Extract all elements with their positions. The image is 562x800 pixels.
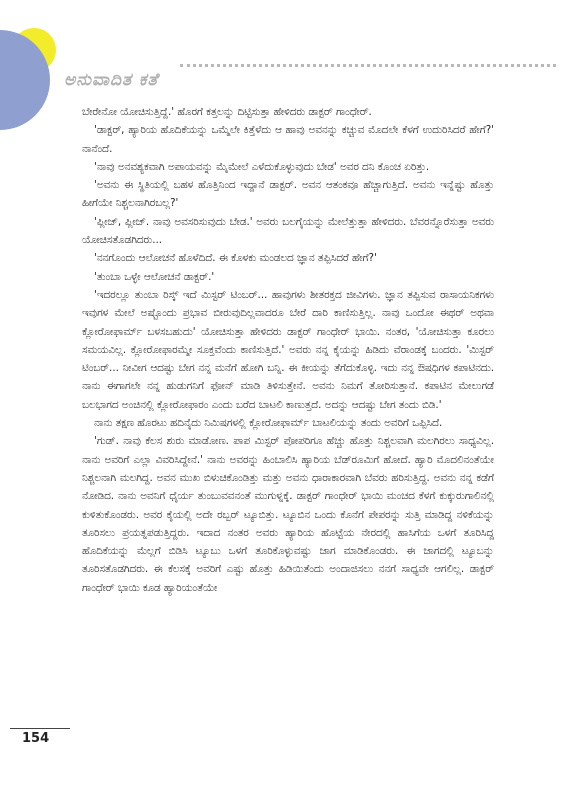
paragraph: 'ಗುಡ್. ನಾವು ಕೆಲಸ ಶುರು ಮಾಡೋಣ. ಪಾಪ ಮಿಸ್ಟರ್ ಪೋಪರಿಗೂ ಹೆಚ್ಚು ಹೊತ್ತು ನಿಶ್ಚಲವಾಗಿ ಮಲಗಿರಲು ಸಾಧ್ಯವಿಲ್ಲ. ನಾನು ಅವರಿಗೆ ಎಲ್ಲಾ ವಿವರಿಸಿದ್ದೇನೆ.' ನಾನು ಅವರನ್ನು ಹಿಂಬಾಲಿಸಿ ಹ್ಯಾರಿಯ ಬೆಡ್‌ರೂಮಿಗೆ ಹೋದೆ. ಹ್ಯಾರಿ ಮೊದಲಿನಂತೆಯೇ ನಿಶ್ಚಲನಾಗಿ ಮಲಗಿದ್ದ. ಅವನ ಮುಖ ಬಿಳುಚಿಕೊಂಡಿತ್ತು ಮತ್ತು ಅವನು ಧಾರಾಕಾರವಾಗಿ ಬೆವರು ಹರಿಸುತ್ತಿದ್ದ. ಅವನು ನನ್ನ ಕಡೆಗೆ ನೋಡಿದ. ನಾನು ಅವನಿಗೆ ಧೈರ್ಯ ತುಂಬುವವನಂತೆ ಮುಗುಳ್ನಕ್ಕೆ. ಡಾಕ್ಟರ್ ಗಾಂಧೇರ್ ಭಾಯಿ ಮಂಚದ ಕೆಳಗೆ ಕುಕ್ಕುರುಗಾಲಿನಲ್ಲಿ ಕುಳಿತುಕೊಂಡರು. ಅವರ ಕೈಯಲ್ಲಿ ಅದೇ ರಬ್ಬರ್ ಟ್ಯೂಬಿತ್ತು. ಟ್ಯೂಬಿನ ಒಂದು ಕೊನೆಗೆ ಪೇಪರನ್ನು ಸುತ್ತಿ ಮಾಡಿದ್ದ ನಳಿಕೆಯನ್ನು ತೂರಿಸಲು ಪ್ರಯತ್ನಪಡುತ್ತಿದ್ದರು. ಇದಾದ ನಂತರ ಅವರು ಹ್ಯಾರಿಯ ಹೊಟ್ಟೆಯ ನೇರದಲ್ಲಿ ಹಾಸಿಗೆಯ ಒಳಗೆ ತೂರಿಸಿದ್ದ ಹೊದಿಕೆಯನ್ನು ಮೆಲ್ಲಗೆ ಬಿಡಿಸಿ ಟ್ಯೂಬು ಒಳಗೆ ತೂರಿಕೊಳ್ಳುವಷ್ಟು ಜಾಗ ಮಾಡಿಕೊಂಡರು. ಈ ಜಾಗದಲ್ಲಿ ಟ್ಯೂಬನ್ನು ತೂರಿಸತೊಡಗಿದರು. ಈ ಕೆಲಸಕ್ಕೆ ಅವರಿಗೆ ಎಷ್ಟು ಹೊತ್ತು ಹಿಡಿಯಿತೆಂದು ಅಂದಾಜಿಸಲು ನನಗೆ ಸಾಧ್ಯವೇ ಆಗಲಿಲ್ಲ. ಡಾಕ್ಟರ್ ಗಾಂಧೇರ್ ಭಾಯಿ ಕೂಡ ಹ್ಯಾರಿಯಂತೆಯೇ	[82, 435, 494, 594]
footer-rule	[10, 728, 70, 729]
paragraph: 'ಪ್ಲೀಜ್, ಪ್ಲೀಜ್. ನಾವು ಅವಸರಿಸುವುದು ಬೇಡ.' ಅವರು ಬಲಗೈಯನ್ನು ಮೇಲೆತ್ತುತ್ತಾ ಹೇಳಿದರು. ಬೆವರನ್ನೊರೆಸುತ್ತಾ ಅವರು ಯೋಚಿಸತೊಡಗಿದರು...	[82, 215, 494, 247]
paragraph: 'ತುಂಬಾ ಒಳ್ಳೇ ಆಲೋಚನೆ ಡಾಕ್ಟರ್.'	[94, 270, 215, 283]
paragraph: ಬೇರೇನೋ ಯೋಚಿಸುತ್ತಿದ್ದೆ.' ಹೊರಗೆ ಕತ್ತಲನ್ನು ದಿಟ್ಟಿಸುತ್ತಾ ಹೇಳಿದರು ಡಾಕ್ಟರ್ ಗಾಂಧೇರ್.	[82, 106, 372, 118]
paragraph: 'ಅವನು ಈ ಸ್ಥಿತಿಯಲ್ಲಿ ಬಹಳ ಹೊತ್ತಿನಿಂದ ಇದ್ದಾನೆ ಡಾಕ್ಟರ್. ಅವನ ಆತಂಕವೂ ಹೆಚ್ಚಾಗುತ್ತಿದೆ. ಅವನು ಇನ್ನೆಷ್ಟು ಹೊತ್ತು ಹೀಗೆಯೇ ನಿಶ್ಚಲನಾಗಿರಬಲ್ಲ?'	[82, 179, 494, 210]
section-header-title: ಅನುವಾದಿತ ಕತೆ	[64, 70, 159, 90]
header-dotted-rule	[180, 64, 556, 67]
paragraph: ನಾನು ತಕ್ಷಣ ಹೊರಟು ಹದಿನೈದು ನಿಮಿಷಗಳಲ್ಲಿ ಕ್ಲೋರೋಫಾರ್ಮ್ ಬಾಟಲಿಯನ್ನು ತಂದು ಅವರಿಗೆ ಒಪ್ಪಿಸಿದೆ.	[94, 417, 443, 430]
story-body	[82, 103, 494, 597]
paragraph: 'ಡಾಕ್ಟರ್, ಹ್ಯಾರಿಯ ಹೊದಿಕೆಯನ್ನು ಒಮ್ಮೆಲೇ ಕಿತ್ತೆಳೆದು ಆ ಹಾವು ಅವನನ್ನು ಕಚ್ಚುವ ಮೊದಲೇ ಕೆಳಗೆ ಉದುರಿಸಿದರೆ ಹೇಗೆ?' ನಾನೆಂದೆ.	[82, 124, 494, 155]
page-number: 154	[22, 731, 50, 746]
paragraph: 'ಇದರಲ್ಲೂ ತುಂಬಾ ರಿಸ್ಕ್ ಇದೆ ಮಿಸ್ಟರ್ ಟಿಂಬರ್... ಹಾವುಗಳು ಶೀತರಕ್ತದ ಜೀವಿಗಳು. ಜ್ಞಾನ ತಪ್ಪಿಸುವ ರಾಸಾಯನಿಕಗಳು ಇವುಗಳ ಮೇಲೆ ಅಷ್ಟೊಂದು ಪ್ರಭಾವ ಬೀರುವುದಿಲ್ಲವಾದರೂ ಬೇರೆ ದಾರಿ ಕಾಣಿಸುತ್ತಿಲ್ಲ. ನಾವು ಒಂದೋ ಈಥರ್ ಅಥವಾ ಕ್ಲೋರೋಫಾರ್ಮ್ ಬಳಸಬಹುದು' ಯೋಚಿಸುತ್ತಾ ಹೇಳಿದರು ಡಾಕ್ಟರ್ ಗಾಂಧೇರ್ ಭಾಯಿ. ನಂತರ, 'ಯೋಚಿಸುತ್ತಾ ಕೂರಲು ಸಮಯವಿಲ್ಲ. ಕ್ಲೋರೋಫಾರಮ್ಮೇ ಸೂಕ್ತವೆಂದು ಕಾಣಿಸುತ್ತಿದೆ.' ಅವರು ನನ್ನ ಕೈಯನ್ನು ಹಿಡಿದು ವೆರಾಂಡಕ್ಕೆ ಬಂದರು. 'ಮಿಸ್ಟರ್ ಟಿಂಬರ್... ನೀವೀಗ ಆದಷ್ಟು ಬೇಗ ನನ್ನ ಮನೆಗೆ ಹೋಗಿ ಬನ್ನಿ. ಈ ಕೀಯನ್ನು ತೆಗೆದುಕೊಳ್ಳಿ. ಇದು ನನ್ನ ಔಷಧಿಗಳ ಕಪಾಟಿನದು. ನಾನು ಈಗಾಗಲೇ ನನ್ನ ಹುಡುಗನಿಗೆ ಫೋನ್ ಮಾಡಿ ತಿಳಿಸುತ್ತೇನೆ. ಅವನು ನಿಮಗೆ ತೋರಿಸುತ್ತಾನೆ. ಕಪಾಟಿನ ಮೇಲುಗಡೆ ಬಲಭಾಗದ ಅಂಚಿನಲ್ಲಿ ಕ್ಲೋರೋಫಾರಂ ಎಂದು ಬರೆದ ಬಾಟಲಿ ಕಾಣುತ್ತದೆ. ಅದನ್ನು ಆದಷ್ಟು ಬೇಗ ತಂದು ಬಿಡಿ.'	[82, 288, 494, 411]
paragraph: 'ನನಗೊಂದು ಆಲೋಚನೆ ಹೊಳೆದಿದೆ. ಈ ಕೊಳಕು ಮಂಡಲದ ಜ್ಞಾನ ತಪ್ಪಿಸಿದರೆ ಹೇಗೆ?'	[94, 252, 377, 265]
paragraph: 'ನಾವು ಅನವಶ್ಯಕವಾಗಿ ಅಪಾಯವನ್ನು ಮೈಮೇಲೆ ಎಳೆದುಕೊಳ್ಳುವುದು ಬೇಡ' ಅವರ ದನಿ ಕೊಂಚ ಏರಿತ್ತು.	[94, 160, 430, 173]
